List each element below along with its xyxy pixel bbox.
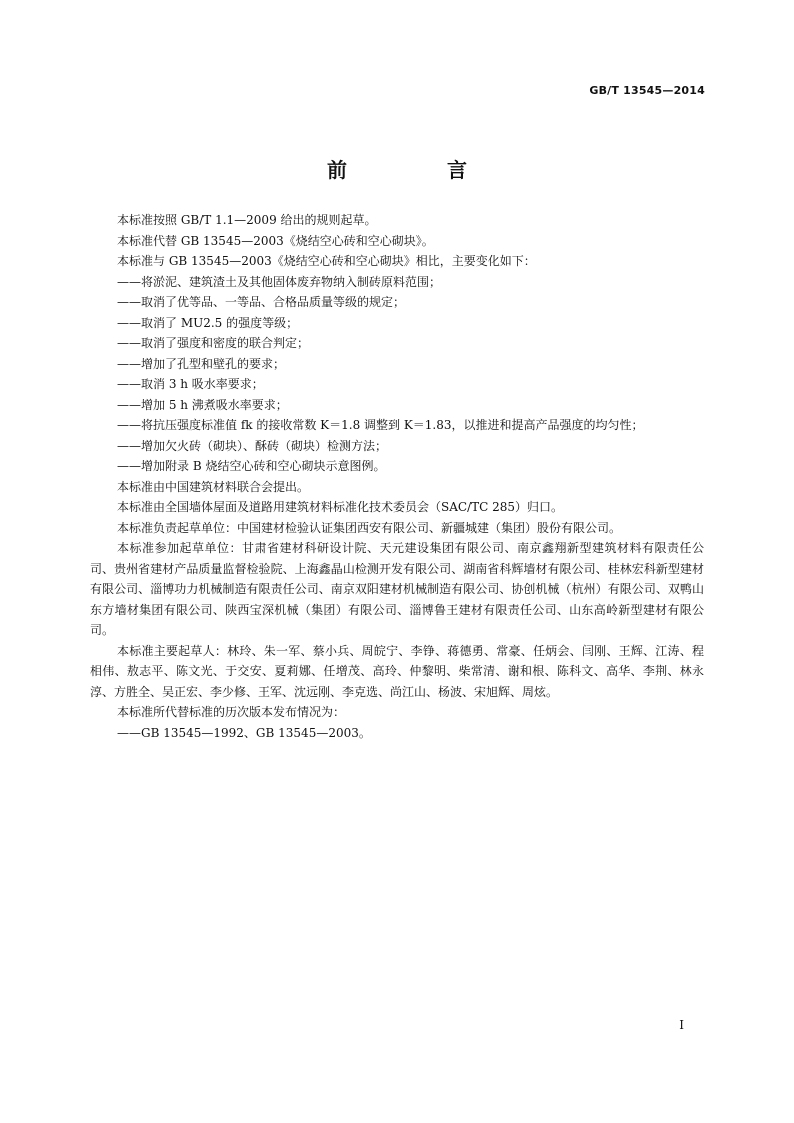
- page-title: 前 言: [327, 158, 507, 182]
- paragraph-drafting-rules: 本标准按照 GB/T 1.1—2009 给出的规则起草。: [117, 213, 377, 227]
- standard-code: GB/T 13545—2014: [589, 84, 705, 97]
- foreword-body: [90, 210, 704, 743]
- change-item: ——取消了 MU2.5 的强度等级；: [117, 315, 299, 330]
- change-item: ——增加了孔型和壁孔的要求；: [117, 356, 286, 371]
- paragraph-proposed-by: 本标准由中国建筑材料联合会提出。: [117, 479, 310, 494]
- paragraph-changes-intro: 本标准与 GB 13545—2003《烧结空心砖和空心砌块》相比，主要变化如下：: [117, 254, 536, 268]
- paragraph-main-drafters: 本标准主要起草人：林玲、朱一军、蔡小兵、周皖宁、李铮、蒋德勇、常豪、任炳会、闫刚、王辉、江涛、程相伟、敖志平、陈文光、于交安、夏莉娜、任增茂、高玲、仲黎明、柴常清、谢和根、陈科文、高华、李荆、林永淳、方胜全、吴正宏、李少修、王军、沈远刚、李克选、尚江山、杨波、宋旭辉、周炫。: [90, 643, 704, 699]
- change-item: ——将抗压强度标准值 fk 的接收常数 K＝1.8 调整到 K＝1.83，以推进和提高产品强度的均匀性；: [117, 418, 644, 432]
- paragraph-replaces: 本标准代替 GB 13545—2003《烧结空心砖和空心砌块》。: [117, 233, 434, 248]
- page-number: I: [679, 1018, 684, 1032]
- paragraph-history-intro: 本标准所代替标准的历次版本发布情况为：: [117, 705, 346, 719]
- paragraph-participating-units: 本标准参加起草单位：甘肃省建材科研设计院、天元建设集团有限公司、南京鑫翔新型建筑材料有限责任公司、贵州省建材产品质量监督检验院、上海鑫晶山检测开发有限公司、湖南省科辉墙材有限公司、桂林宏科新型建材有限公司、淄博功力机械制造有限责任公司、南京双阳建材机械制造有限公司、协创机械（杭州）有限公司、双鸭山东方墙材集团有限公司、陕西宝深机械（集团）有限公司、淄博鲁王建材有限责任公司、山东高岭新型建材有限公司。: [90, 541, 704, 637]
- history-item: ——GB 13545—1992、GB 13545—2003。: [117, 725, 371, 740]
- change-item: ——将淤泥、建筑渣土及其他固体废弃物纳入制砖原料范围；: [117, 274, 442, 289]
- change-item: ——取消了优等品、一等品、合格品质量等级的规定；: [117, 295, 406, 309]
- change-item: ——取消了强度和密度的联合判定；: [117, 336, 310, 350]
- paragraph-responsible-units: 本标准负责起草单位：中国建材检验认证集团西安有限公司、新疆城建（集团）股份有限公司。: [117, 520, 622, 535]
- change-item: ——增加欠火砖（砌块）、酥砖（砌块）检测方法；: [117, 438, 388, 453]
- change-item: ——增加附录 B 烧结空心砖和空心砌块示意图例。: [117, 459, 386, 473]
- change-item: ——取消 3 h 吸水率要求；: [117, 377, 264, 391]
- change-item: ——增加 5 h 沸煮吸水率要求；: [117, 397, 288, 412]
- paragraph-centralized-by: 本标准由全国墙体屋面及道路用建筑材料标准化技术委员会（SAC/TC 285）归口。: [117, 500, 564, 514]
